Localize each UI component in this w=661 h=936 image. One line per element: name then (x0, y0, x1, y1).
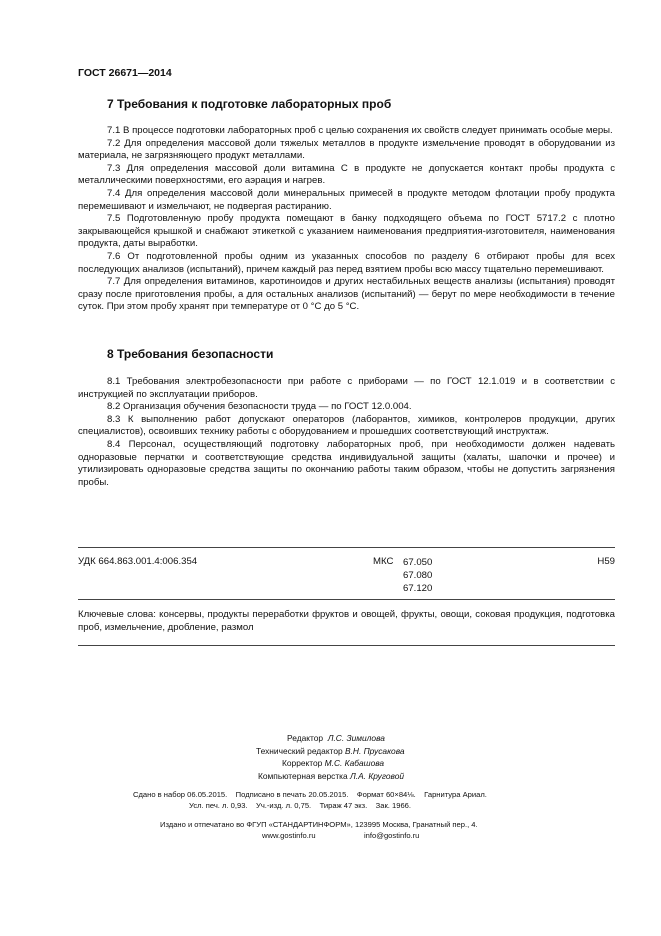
paragraph-8-3: 8.3 К выполнению работ допускают операторов (лаборантов, химиков, контролеров продукции, других специалистов), освоивших технику работы с оборудованием и прошедших соответствующий инструктаж. (78, 413, 615, 438)
staff-role: Технический редактор (256, 745, 343, 756)
paragraph-8-2: 8.2 Организация обучения безопасности труда — по ГОСТ 12.0.004. (107, 401, 412, 413)
paragraph-7-7: 7.7 Для определения витаминов, каротиноидов и других нестабильных веществ анализы (испытания) проводят сразу после приготовления пробы, а для остальных анализов (испытаний) — берут по мере необходимости в течение суток. При этом пробу хранят при температуре от 0 °С до 5 °С. (78, 276, 615, 313)
staff-row (256, 745, 405, 758)
document-header: ГОСТ 26671—2014 (78, 67, 172, 79)
staff-name: М.С. Кабашова (324, 758, 385, 768)
staff-row (256, 732, 405, 745)
paragraph-7-3: 7.3 Для определения массовой доли витамина С в продукте не допускается контакт пробы продукта с металлическими поверхностями, его аэрация и нагрев. (78, 162, 615, 187)
staff-role: Корректор (282, 758, 323, 768)
paragraph-7-1: 7.1 В процессе подготовки лабораторных проб с целью сохранения их свойств следует принимать особые меры. (107, 125, 613, 136)
staff-role: Редактор (287, 733, 324, 743)
staff-name: В.Н. Прусакова (344, 745, 405, 756)
paragraph-7-4: 7.4 Для определения массовой доли минеральных примесей в продукте методом флотации пробу продукта перемешивают и измельчают, не подвергая растиранию. (78, 187, 615, 212)
staff-credits (256, 732, 405, 782)
middle-divider (78, 599, 615, 600)
section-8-body (78, 376, 615, 489)
bottom-divider (78, 645, 615, 646)
paragraph-8-4: 8.4 Персонал, осуществляющий подготовку лабораторных проб, при необходимости должен надевать одноразовые перчатки и соответствующие средства индивидуальной защиты (халаты, шапочки и прочее) и утилизировать одноразовые средства защиты по окончанию работы таким образом, чтобы не допустить загрязнения пробы. (78, 438, 615, 488)
mks-label: МКС (373, 556, 394, 567)
paragraph-8-1: 8.1 Требования электробезопасности при работе с приборами — по ГОСТ 12.1.019 и в соответствии с инструкцией по эксплуатации приборов. (78, 376, 615, 400)
publisher-website[interactable]: www.gostinfo.ru (262, 831, 316, 840)
keywords-block (78, 609, 615, 634)
section-7-body (78, 125, 615, 314)
udk-code: УДК 664.863.001.4:006.354 (78, 556, 198, 567)
staff-name: Л.А. Круговой (350, 770, 405, 781)
imprint-line-2: Усл. печ. л. 0,93. Уч.-изд. л. 0,75. Тираж 47 экз. Зак. 1966. (189, 801, 412, 810)
top-divider (78, 547, 615, 548)
keywords: Ключевые слова: консервы, продукты переработки фруктов и овощей, фрукты, овощи, соковая продукция, подготовка проб, измельчение, дробление, размол (78, 609, 615, 633)
mks-code: 67.120 (403, 583, 433, 594)
mks-codes (403, 556, 432, 595)
publisher-address: Издано и отпечатано во ФГУП «СТАНДАРТИНФОРМ», 123995 Москва, Гранатный пер., 4. (160, 820, 478, 829)
mks-code: 67.050 (403, 557, 433, 568)
staff-row (256, 757, 405, 770)
staff-role: Компьютерная верстка (258, 770, 348, 781)
paragraph-7-2: 7.2 Для определения массовой доли тяжелых металлов в продукте измельчение проводят в оборудовании из материала, не загрязняющего продукт металлами. (78, 137, 615, 162)
paragraph-7-5: 7.5 Подготовленную пробу продукта помещают в банку подходящего объема по ГОСТ 5717.2 с плотно закрывающейся крышкой и снабжают этикеткой с указанием наименования предприятия-изготовителя, наименования продукта, даты выработки. (78, 213, 615, 250)
paragraph-7-6: 7.6 От подготовленной пробы одним из указанных способов по разделу 6 отбирают пробы для всех последующих анализов (испытаний), причем каждый раз перед взятием пробы всю массу тщательно перемешивают. (78, 250, 615, 275)
mks-code: 67.080 (403, 570, 433, 581)
section-8-title: 8 Требования безопасности (107, 347, 274, 361)
staff-row (256, 770, 405, 783)
imprint-line-1: Сдано в набор 06.05.2015. Подписано в печать 20.05.2015. Формат 60×84⅛. Гарнитура Ариал. (133, 790, 487, 799)
publisher-email[interactable]: info@gostinfo.ru (364, 831, 420, 840)
okstu-code: Н59 (597, 556, 615, 567)
staff-name: Л.С. Зимилова (327, 733, 385, 743)
section-7-title: 7 Требования к подготовке лабораторных проб (107, 97, 392, 111)
